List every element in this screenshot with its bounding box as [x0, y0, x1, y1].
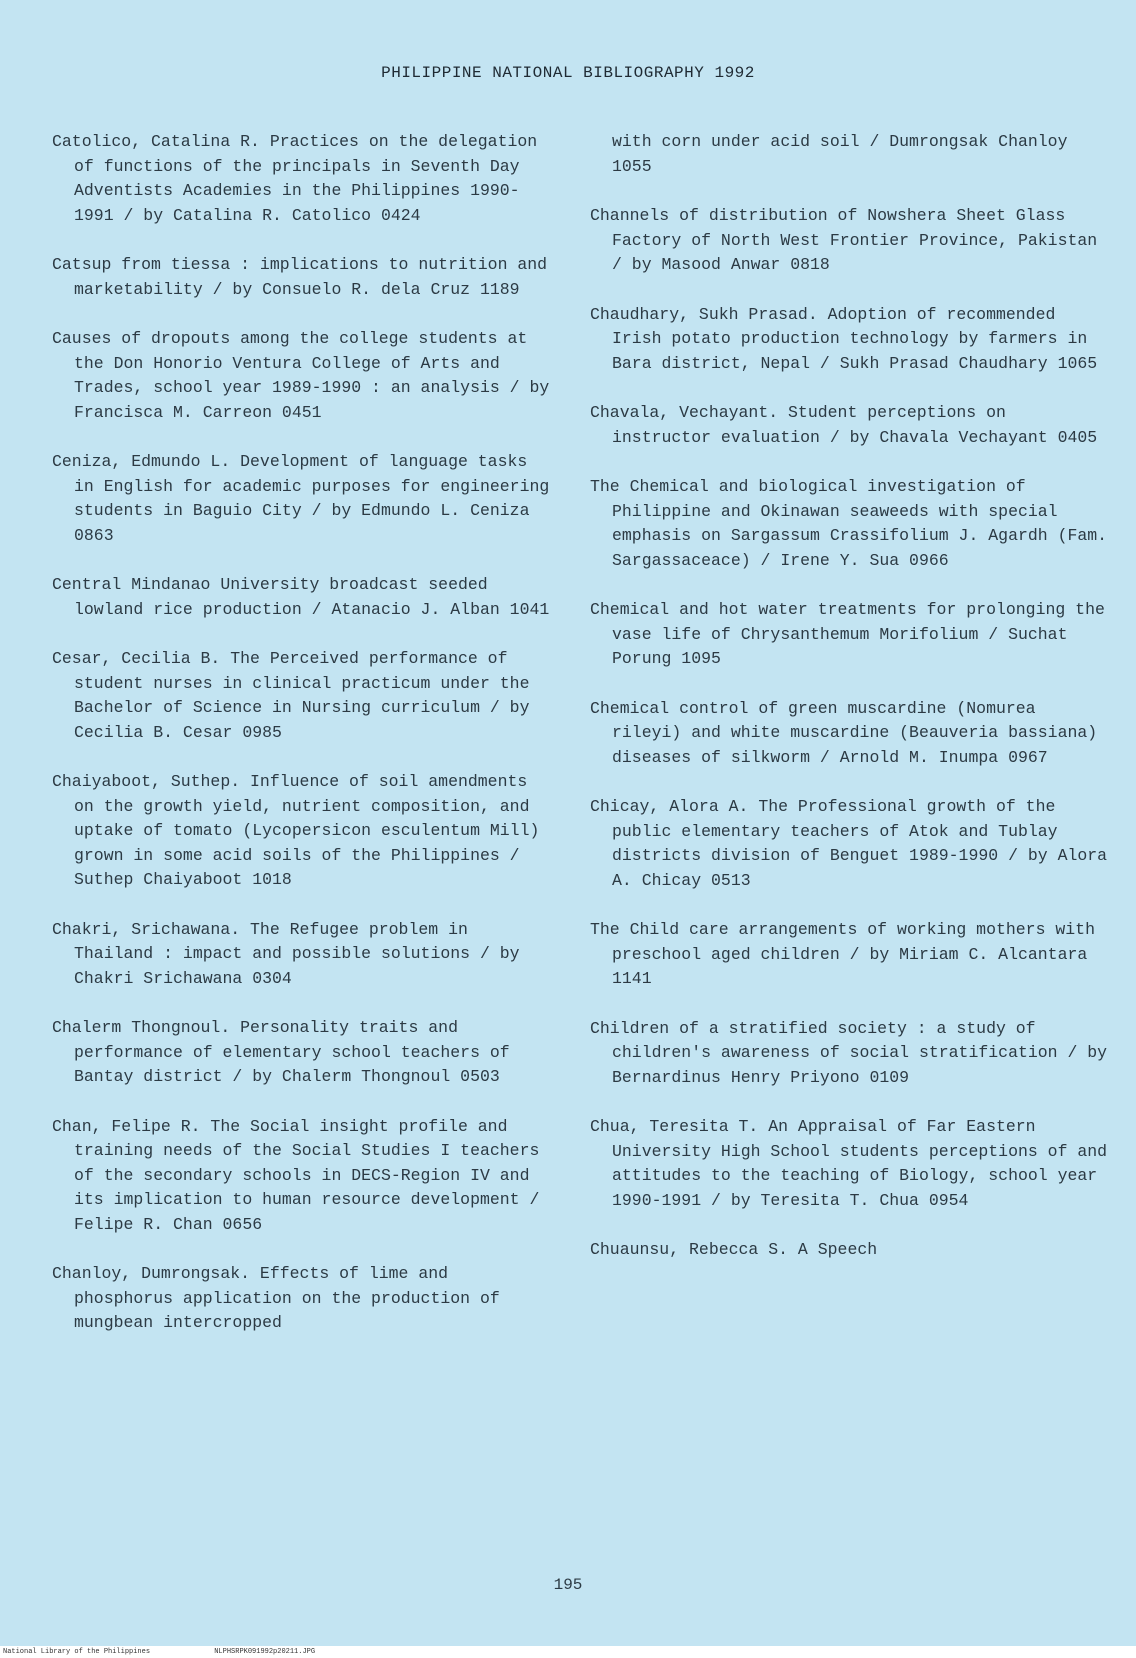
bibliography-entry-continuation: with corn under acid soil / Dumrongsak Chanloy 1055	[612, 132, 1068, 176]
bibliography-entry: Chua, Teresita T. An Appraisal of Far Eastern University High School students perceptions of and attitudes to the teaching of Biology, school year 1990-1991 / by Teresita T. Chua 0954	[590, 1117, 1108, 1210]
bibliography-entry: Ceniza, Edmundo L. Development of language tasks in English for academic purposes for engineering students in Baguio City / by Edmundo L. Ceniza 0863	[52, 452, 550, 545]
left-column	[52, 130, 552, 1361]
bibliography-entry: Chicay, Alora A. The Professional growth of the public elementary teachers of Atok and Tublay districts division of Benguet 1989-1990 / by Alora A. Chicay 0513	[590, 797, 1108, 890]
bibliography-entry: Catsup from tiessa : implications to nutrition and marketability / by Consuelo R. dela Cruz 1189	[52, 255, 548, 299]
bibliography-entry: Chaiyaboot, Suthep. Influence of soil amendments on the growth yield, nutrient composition, and uptake of tomato (Lycopersicon esculentum Mill) grown in some acid soils of the Philippines / Suthep Chaiyaboot 1018	[52, 772, 540, 889]
bibliography-entry: Chemical control of green muscardine (Nomurea rileyi) and white muscardine (Beauveria bassiana) diseases of silkworm / Arnold M. Inumpa 0967	[590, 698, 1098, 767]
bibliography-entry: Chan, Felipe R. The Social insight profile and training needs of the Social Studies I teachers of the secondary schools in DECS-Region IV and its implication to human resource development / Felipe R. Chan 0656	[52, 1116, 540, 1234]
scan-footer	[0, 1646, 1136, 1658]
bibliography-entry: Channels of distribution of Nowshera Sheet Glass Factory of North West Frontier Province, Pakistan / by Masood Anwar 0818	[590, 206, 1098, 274]
bibliography-entry: Chavala, Vechayant. Student perceptions on instructor evaluation / by Chavala Vechayant 0405	[590, 403, 1098, 447]
bibliography-entry: Chakri, Srichawana. The Refugee problem in Thailand : impact and possible solutions / by Chakri Srichawana 0304	[52, 919, 520, 988]
bibliography-entry: Chuaunsu, Rebecca S. A Speech	[590, 1240, 878, 1259]
bibliography-entry: Children of a stratified society : a study of children's awareness of social stratification / by Bernardinus Henry Priyono 0109	[590, 1018, 1108, 1087]
page-number: 195	[553, 1576, 583, 1594]
bibliography-entry: Chemical and hot water treatments for prolonging the vase life of Chrysanthemum Morifolium / Suchat Porung 1095	[590, 600, 1105, 668]
bibliography-entry: Catolico, Catalina R. Practices on the delegation of functions of the principals in Seventh Day Adventists Academies in the Philippines 1990-1991 / by Catalina R. Catolico 0424	[52, 132, 538, 225]
bibliography-entry: The Chemical and biological investigation of Philippine and Okinawan seaweeds with special emphasis on Sargassum Crassifolium J. Agardh (Fam. Sargassaceace) / Irene Y. Sua 0966	[590, 477, 1108, 570]
bibliography-entry: Chaudhary, Sukh Prasad. Adoption of recommended Irish potato production technology by farmers in Bara district, Nepal / Sukh Prasad Chaudhary 1065	[590, 304, 1098, 373]
bibliography-entry: Central Mindanao University broadcast seeded lowland rice production / Atanacio J. Alban 1041	[52, 575, 550, 619]
page-title: PHILIPPINE NATIONAL BIBLIOGRAPHY 1992	[381, 64, 755, 82]
bibliography-entry: Chanloy, Dumrongsak. Effects of lime and phosphorus application on the production of mungbean intercropped	[52, 1264, 500, 1332]
footer-file-name: NLPHSRPK091992p20211.JPG	[214, 1648, 316, 1656]
bibliography-entry: Cesar, Cecilia B. The Perceived performance of student nurses in clinical practicum under the Bachelor of Science in Nursing curriculum / by Cecilia B. Cesar 0985	[52, 649, 530, 742]
bibliography-entry: Chalerm Thongnoul. Personality traits and performance of elementary school teachers of Bantay district / by Chalerm Thongnoul 0503	[52, 1018, 510, 1086]
footer-library-name: National Library of the Philippines	[3, 1648, 151, 1656]
bibliography-entry: The Child care arrangements of working mothers with preschool aged children / by Miriam C. Alcantara 1141	[590, 920, 1095, 988]
right-column	[590, 130, 1110, 1288]
bibliography-entry: Causes of dropouts among the college students at the Don Honorio Ventura College of Arts and Trades, school year 1989-1990 : an analysis / by Francisca M. Carreon 0451	[52, 329, 550, 422]
